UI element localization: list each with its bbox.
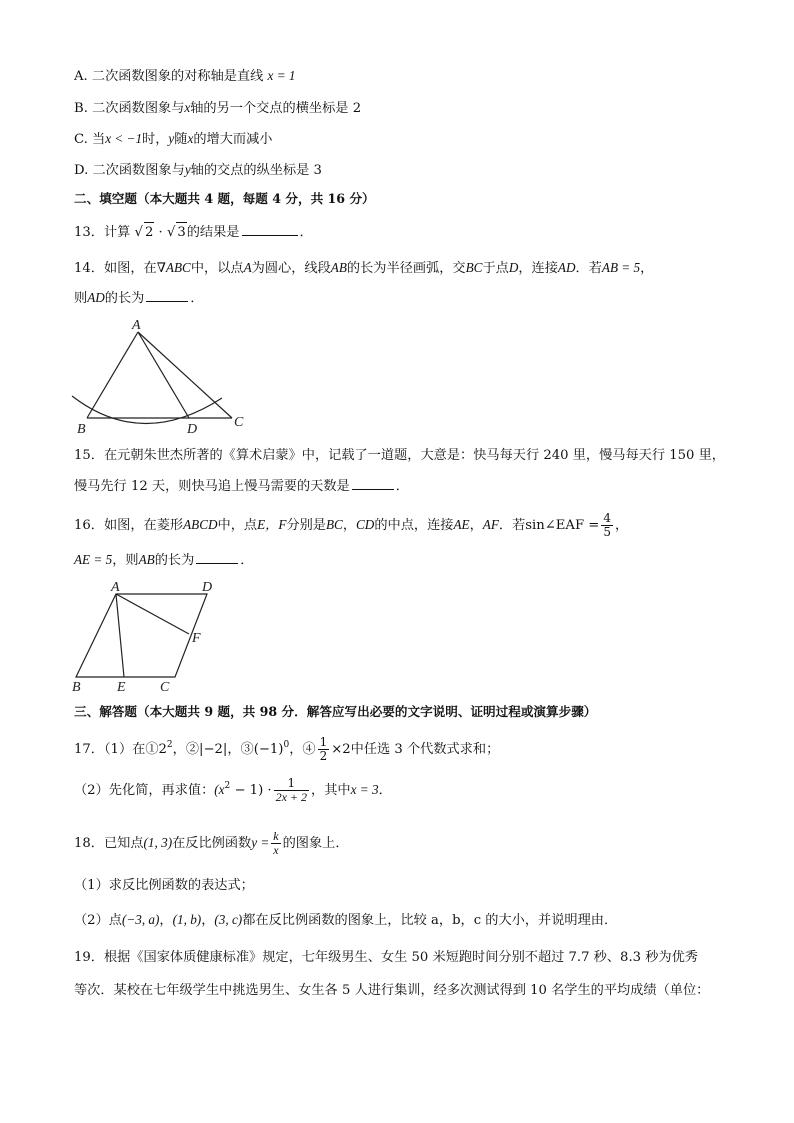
q16-l2-AB: AB xyxy=(138,552,155,567)
q16-answer-blank[interactable] xyxy=(196,562,238,564)
option-b-post: 轴的另一个交点的横坐标是 2 xyxy=(190,101,362,116)
section-answer-header: 三、解答题（本大题共 9 题，共 98 分．解答应写出必要的文字说明、证明过程或演算步骤） xyxy=(74,704,597,719)
q16-segment-af xyxy=(116,594,189,634)
q14-label-b: B xyxy=(77,422,86,437)
q13-root1: 2 xyxy=(144,222,154,243)
q15-l2-pre: 慢马先行 12 天，则快马追上慢马需要的天数是 xyxy=(74,479,350,494)
question-15-line-2 xyxy=(74,477,734,497)
q18-s2-p3: (3, c) xyxy=(214,912,243,927)
option-d xyxy=(74,160,734,181)
q16-b: 分别是 xyxy=(286,518,326,533)
q17-l2-b: − 1) · xyxy=(230,783,272,798)
question-18-sub-1: （1）求反比例函数的表达式； xyxy=(74,878,254,893)
question-17-line-1 xyxy=(74,735,734,763)
q13-root2: 3 xyxy=(176,222,186,243)
option-a-math: x = 1 xyxy=(267,68,296,83)
option-b-var: x xyxy=(184,100,191,115)
q17-expr1: 2 xyxy=(158,742,167,757)
question-17-line-2 xyxy=(74,776,734,804)
q14-AD: AD xyxy=(557,260,576,275)
q14-g: ， xyxy=(640,261,654,276)
q14-l2-end: ． xyxy=(190,291,204,306)
question-13: 13．计算 √ 2 · √ 3的结果是 ． xyxy=(74,222,734,243)
q17-sep2: ，② xyxy=(172,742,200,757)
q18-y: y = xyxy=(251,835,270,850)
q14-c: 的长为半径画弧，交 xyxy=(346,261,466,276)
q14-e: ，连接 xyxy=(518,261,558,276)
option-c-y: y xyxy=(168,131,175,146)
q14-segment-ad xyxy=(138,332,189,418)
option-b xyxy=(74,98,734,119)
q17-l2-pre: （2）先化简，再求值： xyxy=(74,783,215,798)
q17-times: ×2 xyxy=(331,742,351,757)
q15-l2-end: ． xyxy=(395,479,409,494)
q16-l2-a: ，则 xyxy=(112,553,139,568)
q17-expr3-exp: 0 xyxy=(283,740,290,750)
q14-triangle-figure xyxy=(62,312,262,440)
q14-f: ．若 xyxy=(575,261,602,276)
q16-CD: CD xyxy=(356,517,375,532)
question-16-line-2 xyxy=(74,550,734,571)
q14-label-c: C xyxy=(234,415,244,430)
question-15-line-1: 15．在元朝朱世杰所著的《算术启蒙》中，记载了一道题，大意是：快马每天行 240 里，慢马每天行 150 里， xyxy=(74,448,725,463)
q17-sep4: ，④ xyxy=(289,742,316,757)
q14-l2-post: 的长为 xyxy=(104,291,145,306)
question-18-line-1 xyxy=(74,830,734,857)
q16-label-c: C xyxy=(160,680,170,695)
question-19-line-2: 等次．某校在七年级学生中挑选男生、女生各 5 人进行集训，经多次测试得到 10 名学生的平均成绩（单位： xyxy=(74,983,710,998)
q17-pre: 17．（1）在① xyxy=(74,742,159,757)
q14-label-a: A xyxy=(132,318,141,333)
question-18-sub-2 xyxy=(74,910,734,931)
option-c-math: x < −1 xyxy=(105,131,143,146)
section-fill-header: 二、填空题（本大题共 4 题，每题 4 分，共 16 分） xyxy=(74,191,375,206)
q16-segment-ae xyxy=(116,594,124,677)
q16-AF: AF xyxy=(482,517,499,532)
q16-fraction-num: 4 xyxy=(603,511,611,525)
q14-l2-AD: AD xyxy=(87,290,105,305)
q16-fraction-den: 5 xyxy=(603,525,611,539)
q14-triangle: ∇ABC xyxy=(156,260,191,275)
option-c-mid: 时， xyxy=(142,132,169,147)
q16-pre: 16．如图，在菱形 xyxy=(74,518,184,533)
option-d-pre: D. 二次函数图象与 xyxy=(74,163,185,178)
q16-c: ， xyxy=(342,518,357,533)
q16-EF: E，F xyxy=(257,517,287,532)
q14-d: 于点 xyxy=(482,261,509,276)
q14-l2-pre: 则 xyxy=(74,291,88,306)
q18-post: 的图象上． xyxy=(282,836,349,851)
q14-BC: BC xyxy=(465,260,483,275)
q18-fraction-num: k xyxy=(273,829,279,843)
q13-answer-blank[interactable] xyxy=(242,234,298,236)
option-b-pre: B. 二次函数图象与 xyxy=(74,101,185,116)
q18-s2-p2: (1, b) xyxy=(172,912,202,927)
q17-l2-mid: ，其中 xyxy=(311,783,351,798)
q18-s2-pre: （2）点 xyxy=(74,913,122,928)
q14-side-ac xyxy=(138,332,232,418)
q13-end: ． xyxy=(299,225,313,240)
question-16-line-1 xyxy=(74,512,734,539)
q14-a: 中，以点 xyxy=(190,261,244,276)
q16-AE: AE xyxy=(453,517,470,532)
q16-rhombus xyxy=(76,594,207,677)
q14-D: D xyxy=(508,260,519,275)
option-c-mid2: 随 xyxy=(174,132,188,147)
q17-l2-fraction-num: 1 xyxy=(274,777,309,791)
q16-f: ．若 xyxy=(498,518,526,533)
q13-pre: 13．计算 xyxy=(74,225,131,240)
q17-l2-fraction-den: 2x + 2 xyxy=(275,790,308,804)
q14-b: 为圆心，线段 xyxy=(251,261,331,276)
q14-answer-blank[interactable] xyxy=(146,300,188,302)
q17-fraction xyxy=(318,736,330,763)
question-14-line-1 xyxy=(74,258,734,279)
q16-l2-b: 的长为 xyxy=(154,553,195,568)
q16-ABCD: ABCD xyxy=(183,517,218,532)
q17-expr1-exp: 2 xyxy=(166,740,173,750)
q16-d: 的中点，连接 xyxy=(374,518,454,533)
q14-pre: 14．如图，在 xyxy=(74,261,157,276)
q17-l2-exp: 2 xyxy=(224,781,231,791)
q16-BC: BC xyxy=(325,517,343,532)
q17-sep3: ，③ xyxy=(227,742,254,757)
q16-sin: sin∠EAF = xyxy=(525,518,600,533)
question-19-line-1: 19．根据《国家体质健康标准》规定，七年级男生、女生 50 米短跑时间分别不超过 7.7 秒、8.3 秒为优秀 xyxy=(74,950,698,965)
q18-s2-p1: (−3, a) xyxy=(121,912,160,927)
q17-l2-end: ． xyxy=(378,783,392,798)
q18-point: (1, 3) xyxy=(143,835,173,850)
q18-s2-c1: ， xyxy=(159,913,173,928)
q17-expr2: |−2| xyxy=(199,742,228,757)
q16-rhombus-figure xyxy=(64,576,224,696)
q18-s2-post: 都在反比例函数的图象上，比较 a，b，c 的大小，并说明理由． xyxy=(242,913,618,928)
option-c-pre: C. 当 xyxy=(74,132,106,147)
q16-l2-eq: AE = 5 xyxy=(74,552,113,567)
q15-answer-blank[interactable] xyxy=(352,488,394,490)
option-c-post: 的增大而减小 xyxy=(193,132,273,147)
q13-post: 的结果是 xyxy=(186,225,240,240)
q17-post: 中任选 3 个代数式求和； xyxy=(350,742,500,757)
q14-eq: AB = 5 xyxy=(601,260,641,275)
q18-s2-c2: ， xyxy=(201,913,215,928)
q16-label-b: B xyxy=(72,680,81,695)
option-c-x: x xyxy=(187,131,194,146)
q17-l2-eq: x = 3 xyxy=(350,782,379,797)
q16-label-d: D xyxy=(202,580,213,595)
q14-side-ab xyxy=(87,332,138,418)
q18-fraction xyxy=(271,830,280,857)
q16-label-a: A xyxy=(111,580,120,595)
q16-label-f: F xyxy=(192,631,201,646)
q13-dot: · xyxy=(158,225,163,240)
q18-fraction-den: x xyxy=(273,843,279,857)
q17-l2-a: (x xyxy=(214,782,225,797)
q16-e: ， xyxy=(469,518,483,533)
q16-a: 中，点 xyxy=(217,518,258,533)
q18-mid: 在反比例函数 xyxy=(172,836,252,851)
q17-l2-fraction xyxy=(274,777,309,804)
q16-label-e: E xyxy=(117,680,126,695)
option-a-text: A. 二次函数图象的对称轴是直线 xyxy=(74,69,264,84)
q18-pre: 18．已知点 xyxy=(74,836,144,851)
q14-label-d: D xyxy=(187,422,198,437)
option-a xyxy=(74,66,734,87)
question-14-line-2 xyxy=(74,288,734,309)
option-d-var: y xyxy=(184,162,191,177)
q17-expr3: (−1) xyxy=(253,742,284,757)
q16-l2-end: ． xyxy=(240,553,254,568)
q14-AB: AB xyxy=(330,260,347,275)
q17-fraction-num: 1 xyxy=(319,735,328,749)
q14-A: A xyxy=(243,260,252,275)
q16-fraction xyxy=(601,512,613,539)
q17-fraction-den: 2 xyxy=(319,749,328,763)
q14-arc xyxy=(72,396,222,424)
q16-g: ， xyxy=(615,518,629,533)
option-c xyxy=(74,129,734,150)
option-d-post: 轴的交点的纵坐标是 3 xyxy=(190,163,322,178)
